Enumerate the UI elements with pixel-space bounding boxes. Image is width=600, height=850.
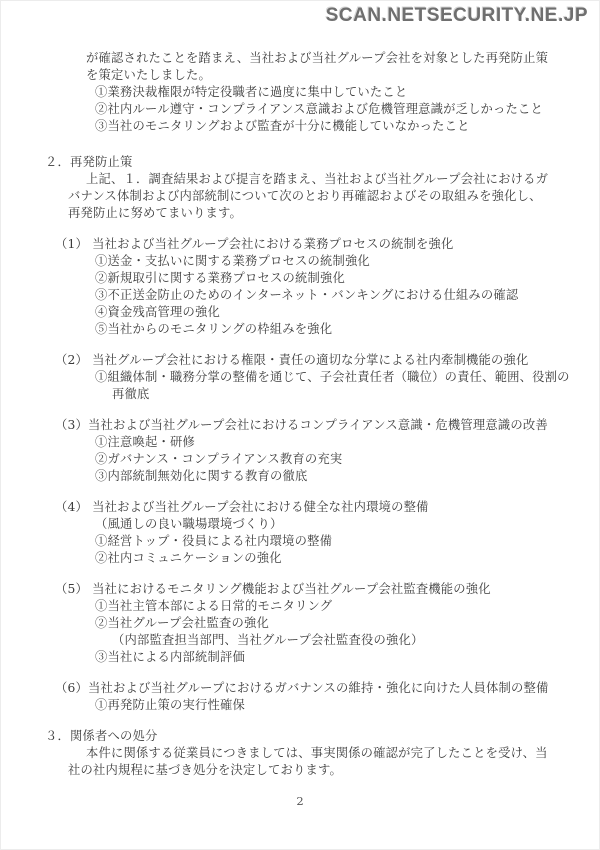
- text-line: ①経営トップ・役員による社内環境の整備: [95, 534, 333, 548]
- text-line: ②新規取引に関する業務プロセスの統制強化: [95, 271, 345, 285]
- text-line: ①業務決裁権限が特定役職者に過度に集中していたこと: [95, 85, 408, 99]
- text-line: 再発防止に努めてまいります。: [68, 206, 242, 220]
- text-line: （1） 当社および当社グループ会社における業務プロセスの統制を強化: [55, 237, 454, 251]
- watermark-text: SCAN.NETSECURITY.NE.JP: [325, 5, 588, 26]
- text-line: ④資金残高管理の強化: [95, 305, 220, 319]
- text-block-section3: [0, 728, 600, 779]
- text-line: （5） 当社におけるモニタリング機能および当社グループ会社監査機能の強化: [55, 582, 491, 596]
- text-line: ②社内ルール遵守・コンプライアンス意識および危機管理意識が乏しかったこと: [95, 102, 544, 116]
- text-line: （6）当社および当社グループにおけるガバナンスの維持・強化に向けた人員体制の整備: [55, 681, 549, 695]
- text-line: ②社内コミュニケーションの強化: [95, 551, 282, 565]
- text-block-item3: [0, 417, 600, 485]
- text-line: ③当社のモニタリングおよび監査が十分に機能していなかったこと: [95, 119, 470, 133]
- text-block-item1: [0, 236, 600, 338]
- text-line: 社の社内規程に基づき処分を決定しております。: [68, 763, 342, 777]
- text-line: を策定いたしました。: [86, 68, 211, 82]
- text-line: ③当社による内部統制評価: [95, 650, 245, 664]
- text-line: （風通しの良い職場環境づくり）: [95, 517, 283, 531]
- text-line: 再徹底: [112, 387, 150, 401]
- text-line: バナンス体制および内部統制について次のとおり再確認およびその取組みを強化し、: [68, 189, 542, 203]
- text-line: ③内部統制無効化に関する教育の徹底: [95, 469, 308, 483]
- text-block-intro: [0, 50, 600, 135]
- text-line: が確認されたことを踏まえ、当社および当社グループ会社を対象とした再発防止策: [86, 51, 549, 65]
- text-line: 本件に関係する従業員につきましては、事実関係の確認が完了したことを受け、当: [86, 746, 548, 760]
- text-line: ⑤当社からのモニタリングの枠組みを強化: [95, 322, 333, 336]
- text-line: ①当社主管本部による日常的モニタリング: [95, 599, 333, 613]
- text-line: ２．再発防止策: [45, 155, 133, 169]
- text-line: （3）当社および当社グループ会社におけるコンプライアンス意識・危機管理意識の改善: [55, 418, 548, 432]
- text-block-item2: [0, 352, 600, 403]
- page-number: 2: [296, 794, 304, 808]
- text-line: 上記、１．調査結果および提言を踏まえ、当社および当社グループ会社におけるガ: [86, 172, 549, 186]
- text-line: ②当社グループ会社監査の強化: [95, 616, 269, 630]
- text-line: ①再発防止策の実行性確保: [95, 698, 245, 712]
- text-line: （2） 当社グループ会社における権限・責任の適切な分掌による社内牽制機能の強化: [55, 353, 529, 367]
- document-body: [0, 50, 600, 779]
- text-line: （4） 当社および当社グループ会社における健全な社内環境の整備: [55, 500, 429, 514]
- text-block-section2: [0, 154, 600, 222]
- text-line: ③不正送金防止のためのインターネット・バンキングにおける仕組みの確認: [95, 288, 519, 302]
- text-block-item4: [0, 499, 600, 567]
- text-block-item5: [0, 581, 600, 666]
- text-line: ①送金・支払いに関する業務プロセスの統制強化: [95, 254, 370, 268]
- text-line: （内部監査担当部門、当社グループ会社監査役の強化）: [112, 633, 424, 647]
- text-line: ①組織体制・職務分掌の整備を通じて、子会社責任者（職位）の責任、範囲、役割の: [95, 370, 570, 384]
- text-line: ①注意喚起・研修: [95, 435, 195, 449]
- text-line: ３．関係者への処分: [45, 729, 158, 743]
- text-block-item6: [0, 680, 600, 714]
- text-line: ②ガバナンス・コンプライアンス教育の充実: [95, 452, 343, 466]
